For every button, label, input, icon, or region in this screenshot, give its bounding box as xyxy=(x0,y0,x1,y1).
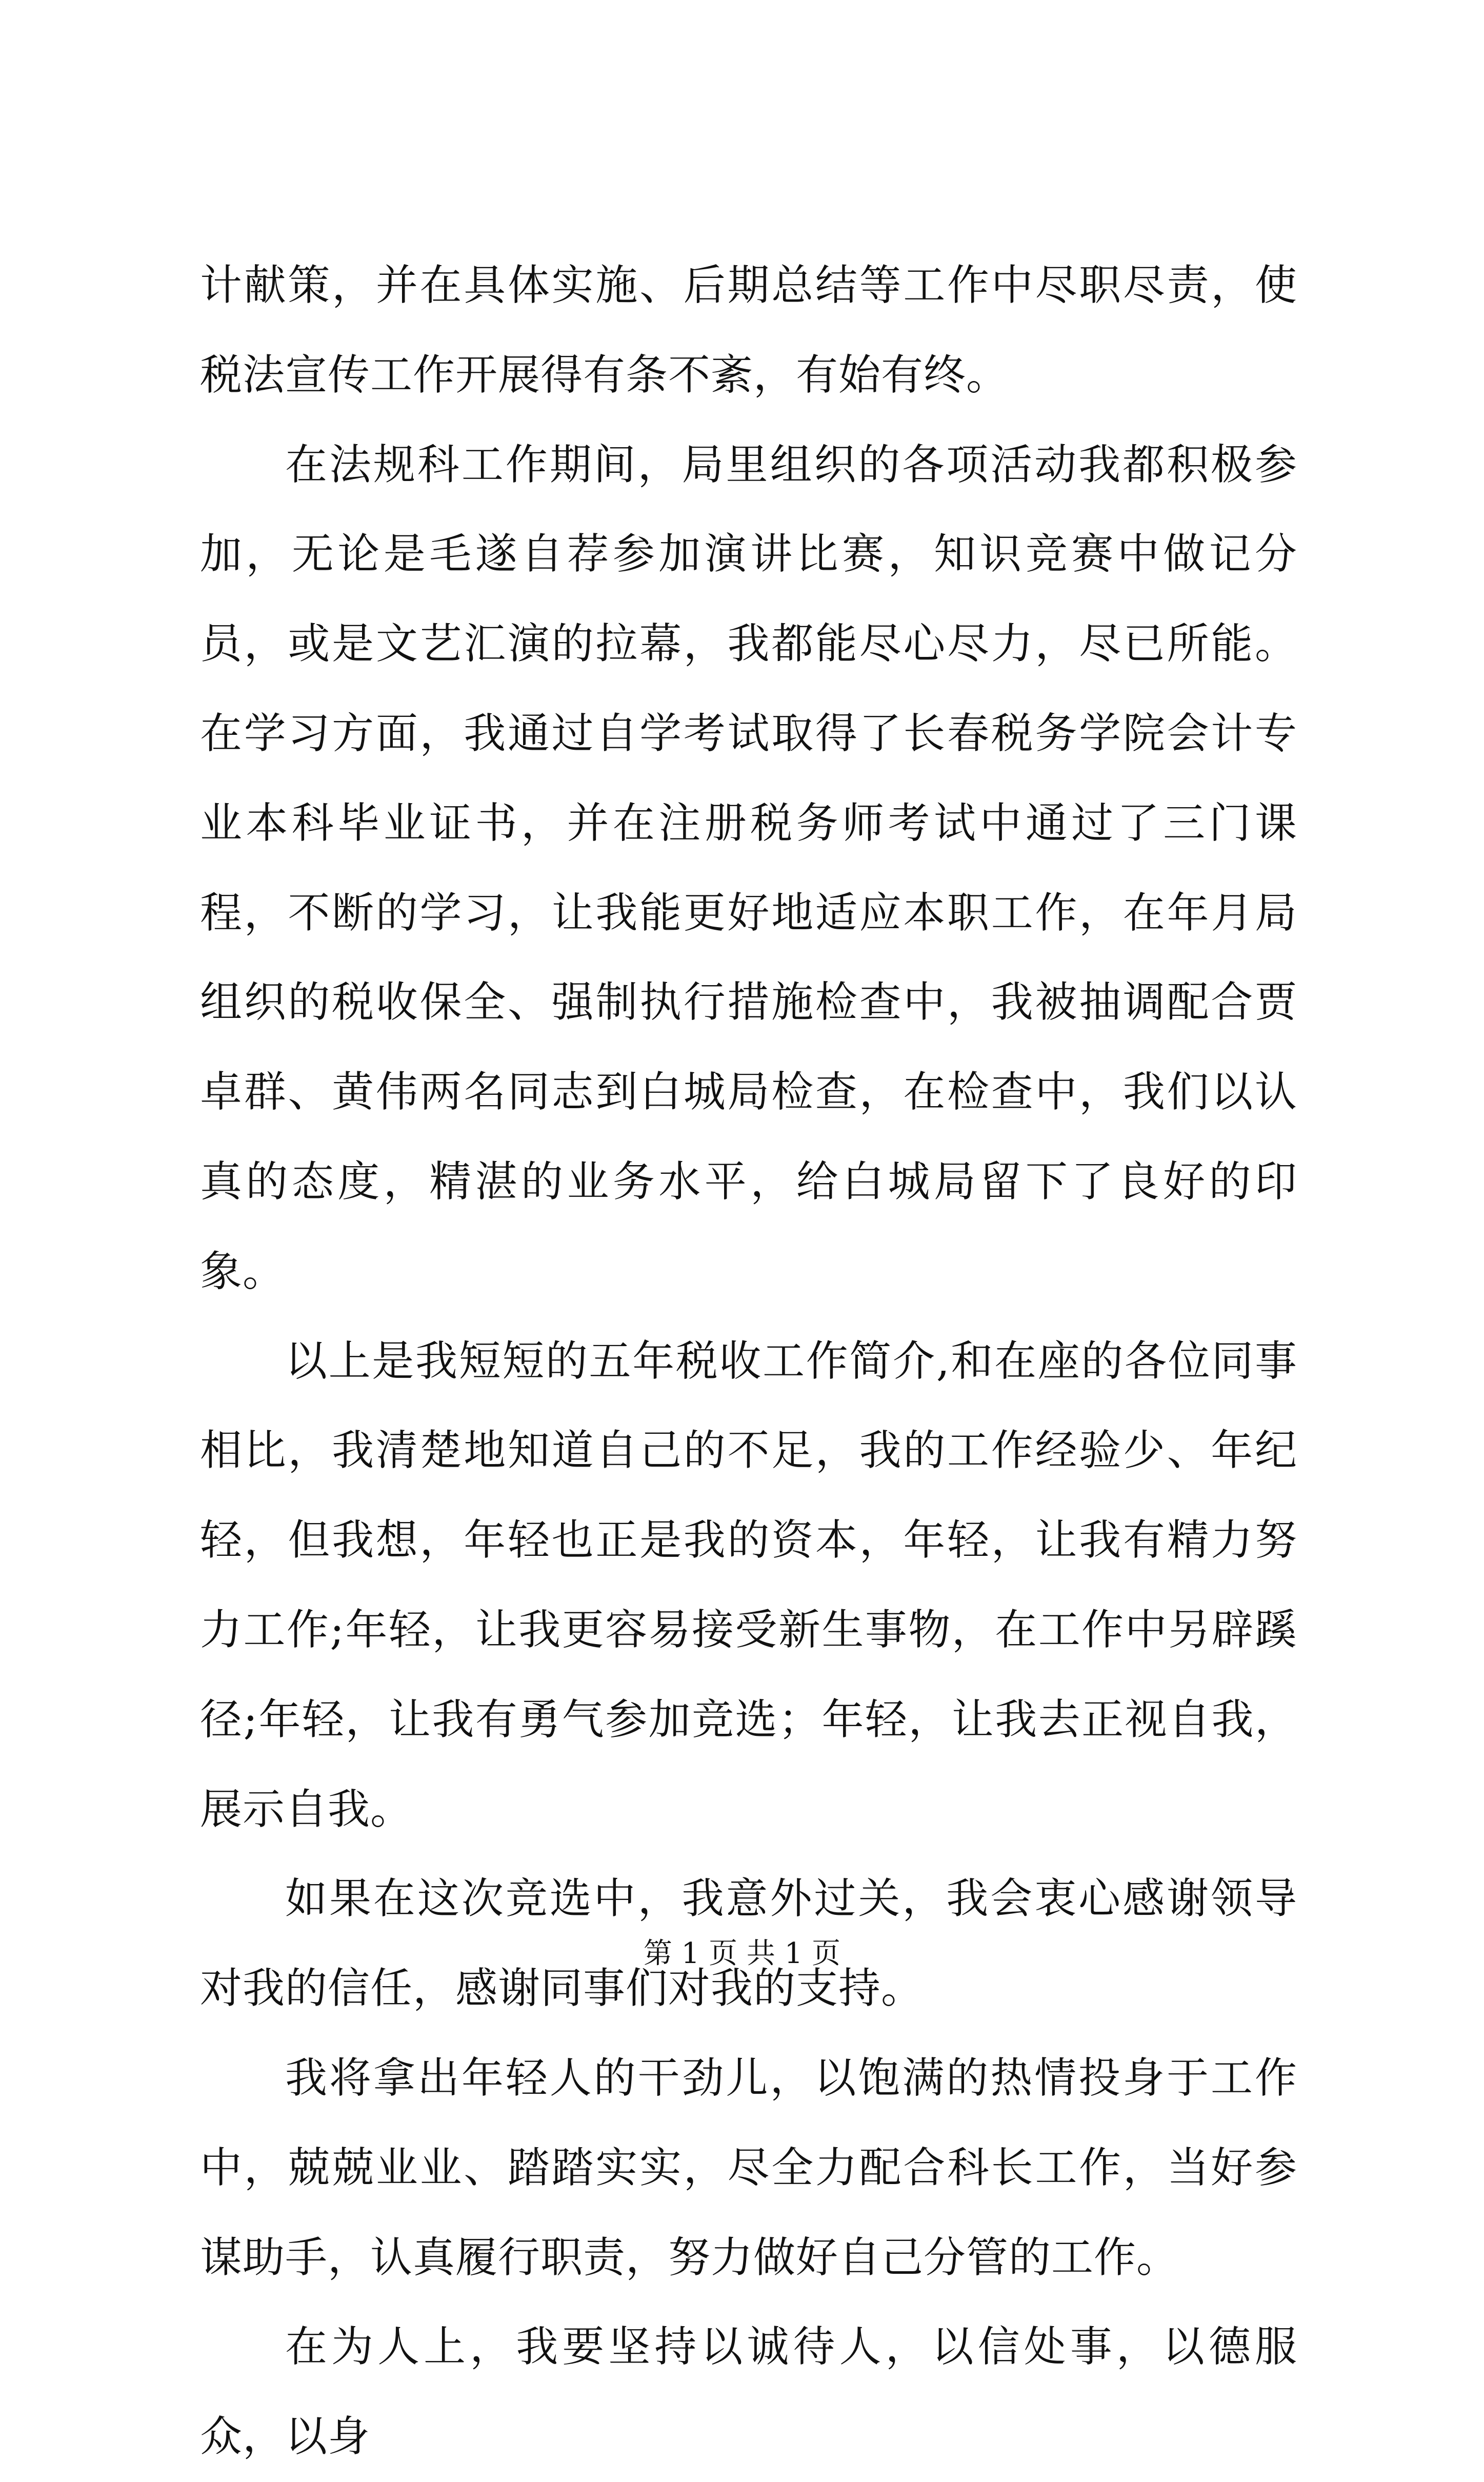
paragraph-6: 在为人上，我要坚持以诚待人，以信处事，以德服众，以身 xyxy=(200,2323,1297,2461)
paragraph-4: 如果在这次竞选中，我意外过关，我会衷心感谢领导对我的信任，感谢同事们对我的支持。 xyxy=(200,1874,1297,2013)
paragraph-1: 计献策，并在具体实施、后期总结等工作中尽职尽责，使税法宣传工作开展得有条不紊，有始有终。 xyxy=(200,261,1297,399)
paragraph-3: 以上是我短短的五年税收工作简介,和在座的各位同事相比，我清楚地知道自己的不足，我的工作经验少、年纪轻，但我想，年轻也正是我的资本，年轻，让我有精力努力工作;年轻，让我更容易接受新生事物，在工作中另辟蹊径;年轻，让我有勇气参加竞选；年轻，让我去正视自我，展示自我。 xyxy=(200,1336,1297,1834)
paragraph-2: 在法规科工作期间，局里组织的各项活动我都积极参加，无论是毛遂自荐参加演讲比赛，知识竞赛中做记分员，或是文艺汇演的拉幕，我都能尽心尽力，尽已所能。在学习方面，我通过自学考试取得了长春税务学院会计专业本科毕业证书，并在注册税务师考试中通过了三门课程，不断的学习，让我能更好地适应本职工作，在年月局组织的税收保全、强制执行措施检查中，我被抽调配合贾卓群、黄伟两名同志到白城局检查，在检查中，我们以认真的态度，精湛的业务水平，给白城局留下了良好的印象。 xyxy=(200,440,1297,1296)
document-body xyxy=(200,241,1297,2482)
paragraph-5: 我将拿出年轻人的干劲儿，以饱满的热情投身于工作中，兢兢业业、踏踏实实，尽全力配合科长工作，当好参谋助手，认真履行职责，努力做好自己分管的工作。 xyxy=(200,2053,1297,2282)
page-footer: 第 1 页 共 1 页 xyxy=(643,1937,841,1970)
